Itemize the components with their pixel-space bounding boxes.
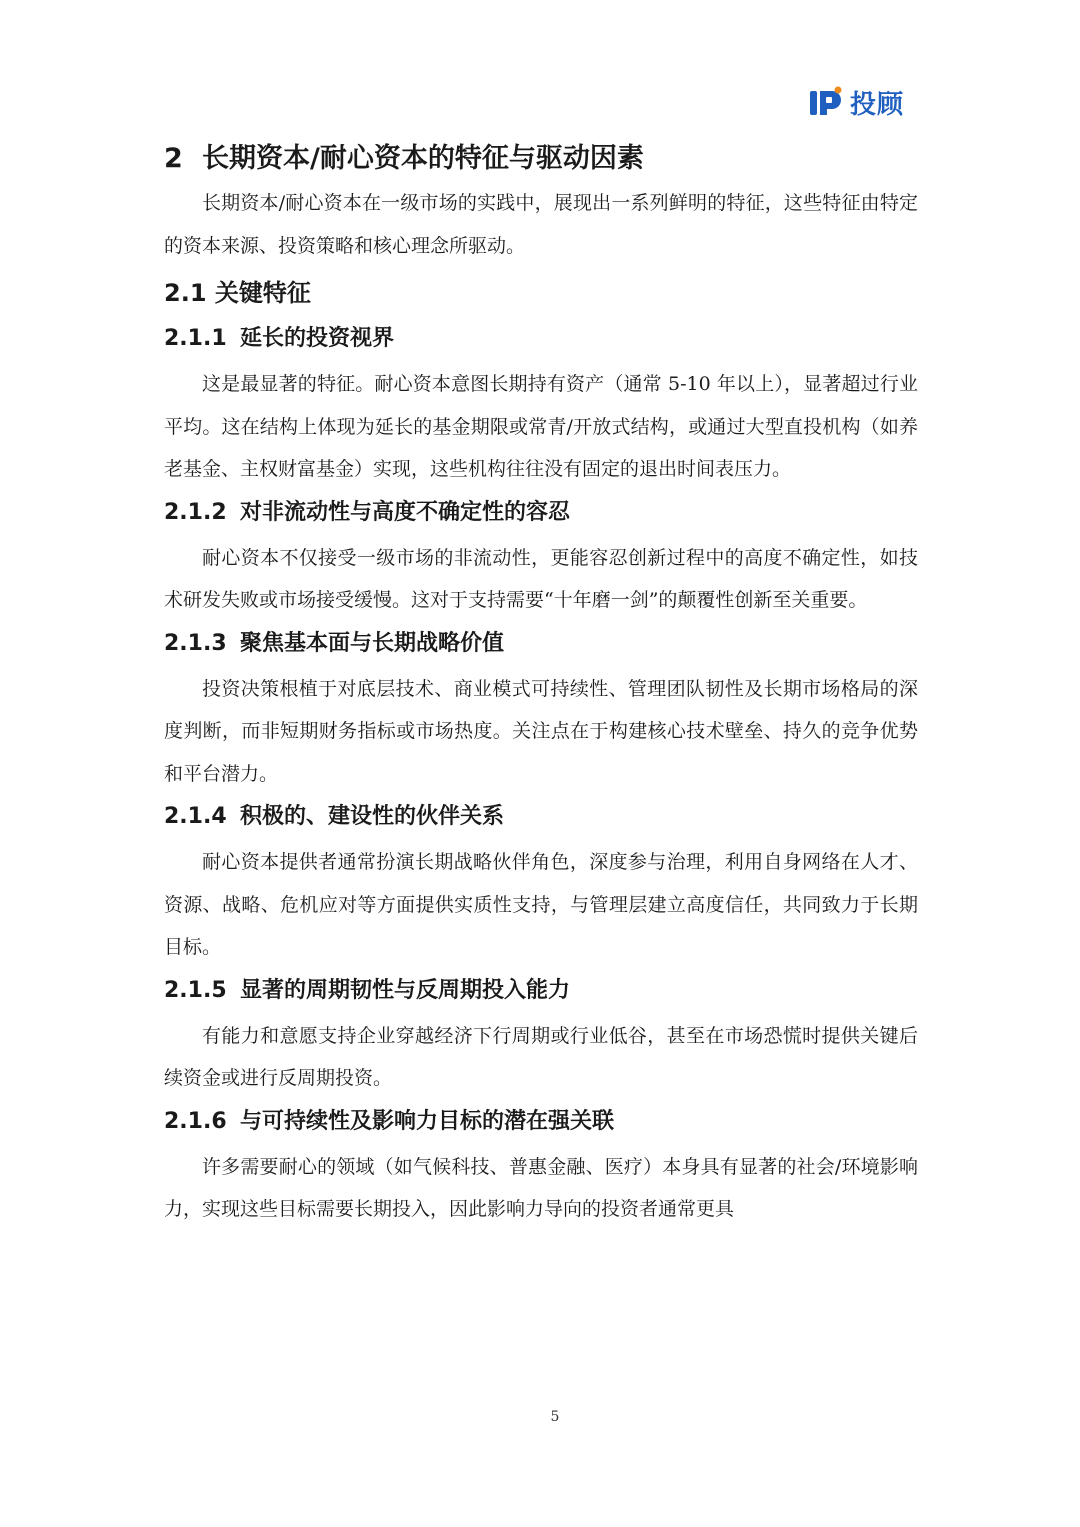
item-number: 2.1.6: [164, 1108, 227, 1134]
item-number: 2.1.4: [164, 804, 227, 829]
item-heading-2-1-1: [164, 321, 918, 357]
page-number: 5: [550, 1409, 560, 1425]
item-title: 与可持续性及影响力目标的潜在强关联: [240, 1108, 615, 1134]
section-number: 2: [164, 143, 183, 174]
item-number: 2.1.1: [164, 326, 227, 351]
item-title: 对非流动性与高度不确定性的容忍: [240, 499, 571, 525]
item-body-2-1-2: 耐心资本不仅接受一级市场的非流动性，更能容忍创新过程中的高度不确定性，如技术研发失败或市场接受缓慢。这对于支持需要“十年磨一剑”的颠覆性创新至关重要。: [164, 546, 918, 611]
item-heading-2-1-2: [164, 495, 918, 531]
logo-text: 投顾: [850, 89, 905, 120]
item-title: 延长的投资视界: [240, 326, 395, 351]
item-title: 积极的、建设性的伙伴关系: [240, 804, 505, 829]
item-body-2-1-1: 这是最显著的特征。耐心资本意图长期持有资产（通常 5-10 年以上），显著超过行业平均。这在结构上体现为延长的基金期限或常青/开放式结构，或通过大型直投机构（如养老基金、主权财富基金）实现，这些机构往往没有固定的退出时间表压力。: [164, 373, 918, 480]
item-heading-2-1-5: [164, 973, 918, 1009]
item-title: 聚焦基本面与长期战略价值: [240, 630, 505, 656]
document-body: [164, 136, 918, 1235]
brand-logo: [808, 84, 904, 120]
item-body-2-1-6: 许多需要耐心的领域（如气候科技、普惠金融、医疗）本身具有显著的社会/环境影响力，实现这些目标需要长期投入，因此影响力导向的投资者通常更具: [164, 1155, 918, 1220]
section-heading: [164, 136, 918, 182]
item-number: 2.1.2: [164, 499, 227, 525]
section-title: 长期资本/耐心资本的特征与驱动因素: [202, 143, 644, 174]
item-heading-2-1-6: [164, 1104, 918, 1140]
item-number: 2.1.5: [164, 977, 227, 1003]
logo-mark-icon: [808, 86, 844, 118]
section-intro: 长期资本/耐心资本在一级市场的实践中，展现出一系列鲜明的特征，这些特征由特定的资本来源、投资策略和核心理念所驱动。: [164, 192, 918, 257]
item-body-2-1-4: 耐心资本提供者通常扮演长期战略伙伴角色，深度参与治理，利用自身网络在人才、资源、战略、危机应对等方面提供实质性支持，与管理层建立高度信任，共同致力于长期目标。: [164, 851, 918, 958]
subsection-heading: 2.1 关键特征: [164, 279, 311, 307]
item-title: 显著的周期韧性与反周期投入能力: [240, 977, 571, 1003]
item-heading-2-1-4: [164, 799, 918, 835]
item-body-2-1-5: 有能力和意愿支持企业穿越经济下行周期或行业低谷，甚至在市场恐慌时提供关键后续资金或进行反周期投资。: [164, 1024, 918, 1089]
item-number: 2.1.3: [164, 630, 227, 656]
item-heading-2-1-3: [164, 626, 918, 662]
item-body-2-1-3: 投资决策根植于对底层技术、商业模式可持续性、管理团队韧性及长期市场格局的深度判断，而非短期财务指标或市场热度。关注点在于构建核心技术壁垒、持久的竞争优势和平台潜力。: [164, 677, 918, 785]
